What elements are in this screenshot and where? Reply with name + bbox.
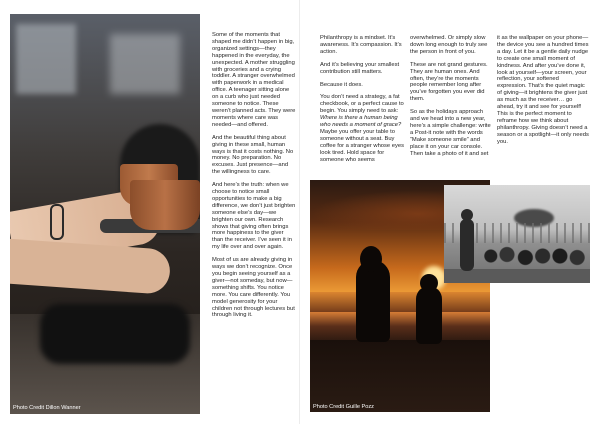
paragraph: Because it does. [320,81,363,88]
article-column-4 [497,35,589,152]
paragraph: And it’s believing your smallest contribution still matters. [320,61,400,75]
paragraph: Some of the moments that shaped me didn’t happen in big, organized settings—they happened in the everyday, the unexpected. A mother struggling with groceries and a crying toddler. A stranger overwhelmed with paperwork in a medical office. A teenager sitting alone on a curb who just needed someone to notice. These weren’t planned acts. They were moments where care was needed—and offered. [212,32,296,128]
paragraph: Most of us are already giving in ways we don’t recognize. Once you begin seeing yourself as a giver—not someday, but now—something shifts. You notice more. You care differently. You model generosity for your children not through lectures but through living it. [212,257,295,319]
paragraph: So as the holidays approach and we head into a new year, here’s a simple challenge: write a Post-it note with the words “Make someone smile” and place it on your car console. Then take a photo of it and set [410,109,491,157]
paragraph: Philanthropy is a mindset. It’s awareness. It’s compassion. It’s action. [320,35,402,55]
coffee-serving-photo [10,14,200,414]
photo-credit-left: Photo Credit Dillon Wanner [13,405,81,411]
paragraph: And here’s the truth: when we choose to notice small opportunities to make a big difference, we don’t just brighten someone else’s day—we brighten our own. Research shows that giving often brings more happiness to the giver than the receiver. I’ve seen it in my life over and over again. [212,182,296,251]
paragraph: You don’t need a strategy, a fat checkbook, or a perfect cause to begin. You simply need to ask: Where is there a human being who needs a moment of grace? Maybe you offer your table to someone without a seat. Buy coffee for a stranger whose eyes look tired. Hold space for someone who seems [320,94,404,163]
article-column-1 [212,32,296,325]
italic-question: Where is there a human being who needs a moment of grace? [320,115,402,129]
paragraph: These are not grand gestures. They are human ones. And often, they’re the moments people remember long after you’ve forgotten you ever did them. [410,61,488,103]
article-column-3 [410,35,494,164]
paragraph: it as the wallpaper on your phone—the device you see a hundred times a day. Let it be a gentle daily nudge to create one small moment of kindness. And after you’ve done it, look at yourself—your screen, your reflection, your softened expression. That’s the quiet magic of giving—it brightens the giver just as much as the receiver… go ahead, try it and see for yourself! This is the perfect moment to reframe how we think about philanthropy. Giving doesn’t need a season or a spotlight—it only needs you. [497,35,589,145]
group-children-photo [444,185,590,283]
paragraph: And the beautiful thing about giving in these small, human ways is that it costs nothing. No money. No preparation. No excuses. Just presence—and the willingness to care. [212,134,294,176]
article-column-2 [320,35,406,170]
page-fold [299,0,300,424]
photo-credit-middle: Photo Credit Guille Pozz [313,404,374,410]
paragraph: overwhelmed. Or simply slow down long enough to truly see the person in front of you. [410,35,488,55]
